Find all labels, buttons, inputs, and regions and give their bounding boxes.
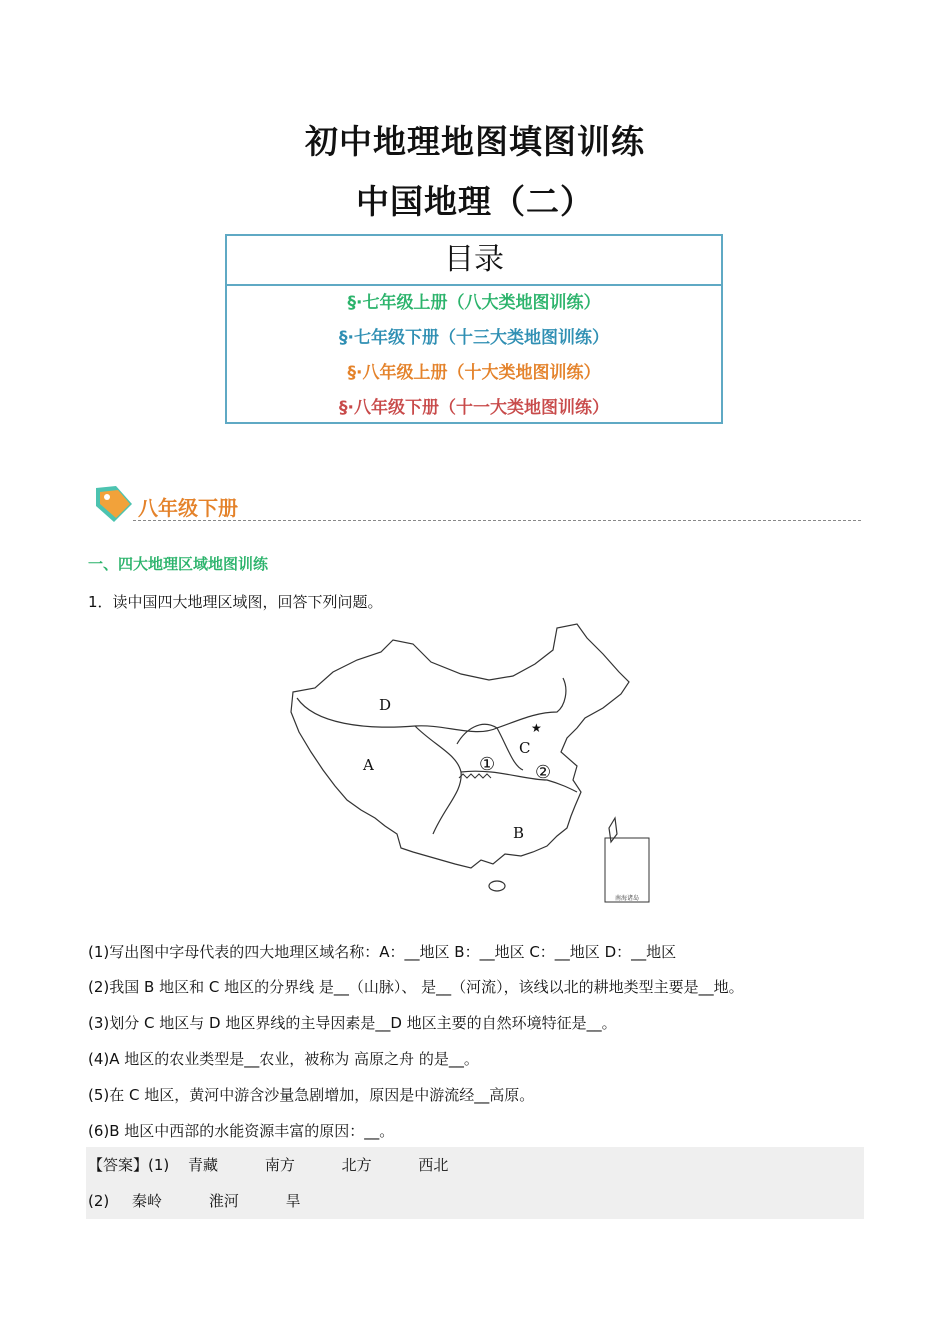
toc-item[interactable]: §·七年级上册（八大类地图训练） (347, 293, 601, 313)
inset-label: 南海诸岛 (614, 895, 640, 902)
answer-value: 青藏 (188, 1156, 219, 1174)
map-label-2: ② (535, 762, 552, 783)
answer-value: 淮河 (208, 1192, 239, 1210)
sub-question: (4)A 地区的农业类型是__农业，被称为 高原之舟 的是__。 (88, 1050, 479, 1068)
answer-prefix: (2) (88, 1192, 110, 1210)
page-title: 初中地理地图填图训练 (305, 122, 645, 161)
capital-star-icon: ★ (531, 721, 542, 735)
mountain-symbol (459, 774, 491, 778)
sub-question: (3)划分 C 地区与 D 地区界线的主导因素是__D 地区主要的自然环境特征是__。 (88, 1014, 617, 1032)
map-label-a: A (363, 756, 374, 774)
answer-value: 西北 (418, 1156, 449, 1174)
sub-question: (2)我国 B 地区和 C 地区的分界线 是__（山脉）、 是__（河流），该线以北的耕地类型主要是__地。 (88, 978, 744, 996)
map-label-c: C (519, 739, 531, 757)
map-label-d: D (379, 696, 392, 714)
toc-item[interactable]: §·八年级下册（十一大类地图训练） (339, 398, 609, 418)
toc-item[interactable]: §·八年级上册（十大类地图训练） (347, 363, 601, 383)
section-heading: 一、四大地理区域地图训练 (88, 555, 269, 573)
answer-value: 北方 (341, 1156, 372, 1174)
tag-icon (90, 480, 136, 526)
map-label-1: ① (479, 754, 496, 775)
sub-question: (6)B 地区中西部的水能资源丰富的原因：__。 (88, 1122, 395, 1140)
answer-value: 南方 (264, 1156, 295, 1174)
sub-question: (1)写出图中字母代表的四大地理区域名称：A：__地区 B：__地区 C：__地区 D：__地区 (88, 943, 677, 961)
section-divider (133, 520, 861, 521)
toc-item[interactable]: §·七年级下册（十三大类地图训练） (339, 328, 609, 348)
sub-question: (5)在 C 地区，黄河中游含沙量急剧增加，原因是中游流经__高原。 (88, 1086, 535, 1104)
answer-prefix: 【答案】(1) (88, 1156, 170, 1174)
map-label-b: B (513, 824, 525, 842)
page-subtitle: 中国地理（二） (356, 182, 594, 221)
question-text: 1．读中国四大地理区域图，回答下列问题。 (88, 593, 383, 611)
section-title: 八年级下册 (138, 496, 238, 520)
china-regions-map (285, 620, 655, 910)
answer-value: 旱 (285, 1192, 301, 1210)
table-of-contents (225, 234, 723, 424)
answer-row (86, 1183, 864, 1219)
answer-value: 秦岭 (132, 1192, 163, 1210)
answer-row (86, 1147, 864, 1183)
toc-heading: 目录 (227, 236, 721, 286)
